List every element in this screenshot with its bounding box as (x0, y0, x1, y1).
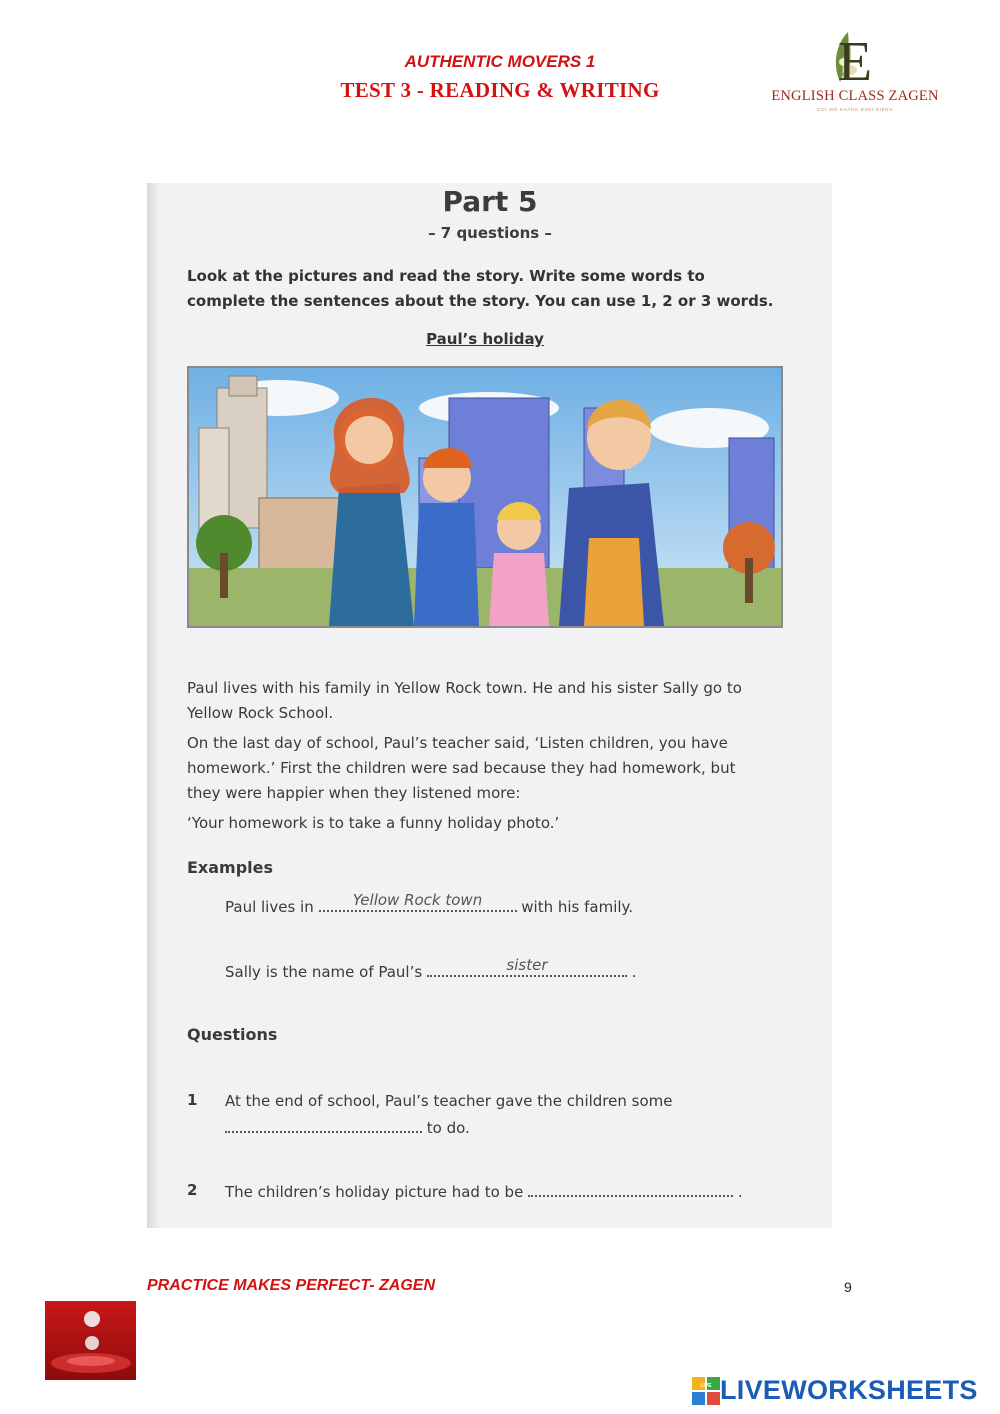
svg-text:LIVE: LIVE (700, 1382, 712, 1389)
instruction-line: Look at the pictures and read the story. Write some words to (187, 267, 705, 285)
story-line: they were happier when they listened more: (187, 784, 521, 802)
question-text: The children’s holiday picture had to be (225, 1183, 524, 1201)
story-title: Paul’s holiday (426, 330, 544, 348)
story-text (187, 676, 807, 841)
story-line: ‘Your homework is to take a funny holiday photo.’ (187, 814, 560, 832)
logo-tagline: GỢI MỞ KHÁNG ĐỊNH RIÊNG (816, 107, 894, 112)
example-text: . (631, 963, 637, 981)
question-1-text: At the end of school, Paul’s teacher gave the children some (225, 1092, 673, 1110)
story-line: Yellow Rock School. (187, 704, 334, 722)
questions-count: – 7 questions – (428, 224, 552, 242)
example-answer-field (319, 891, 517, 912)
header-subtitle: TEST 3 - READING & WRITING (340, 78, 660, 102)
question-number: 2 (187, 1181, 198, 1199)
scan-edge-shadow (147, 183, 159, 1228)
water-drop-icon (45, 1301, 136, 1380)
question-2 (225, 1181, 743, 1201)
question-1-answer-field[interactable] (225, 1117, 422, 1133)
liveworksheets-brand: LIVEWORKSHEETS (720, 1375, 978, 1405)
story-line: On the last day of school, Paul’s teacher said, ‘Listen children, you have (187, 734, 728, 752)
example-text: Paul lives in (225, 898, 314, 916)
questions-heading: Questions (187, 1025, 278, 1044)
story-paragraph (187, 676, 807, 726)
question-number: 1 (187, 1091, 198, 1109)
svg-text:E: E (837, 31, 873, 88)
instruction-line: complete the sentences about the story. You can use 1, 2 or 3 words. (187, 292, 774, 310)
liveworksheets-badge-icon (692, 1377, 720, 1405)
family-illustration (187, 366, 783, 628)
logo-leaf-icon (770, 24, 940, 88)
footer-motto: PRACTICE MAKES PERFECT- ZAGEN (147, 1277, 436, 1294)
story-line: homework.’ First the children were sad because they had homework, but (187, 759, 736, 777)
example-text: Sally is the name of Paul’s (225, 963, 423, 981)
question-1-line-2 (225, 1117, 470, 1137)
story-line: Paul lives with his family in Yellow Rock town. He and his sister Sally go to (187, 679, 742, 697)
example-text: with his family. (521, 898, 634, 916)
story-paragraph (187, 731, 807, 806)
liveworksheets-logo (692, 1375, 978, 1406)
header-title: AUTHENTIC MOVERS 1 (404, 52, 596, 71)
instructions (187, 264, 807, 314)
question-2-answer-field[interactable] (528, 1181, 733, 1197)
example-1 (225, 891, 634, 916)
question-text: . (737, 1183, 743, 1201)
question-text: to do. (426, 1119, 470, 1137)
logo-name: ENGLISH CLASS ZAGEN (771, 88, 939, 104)
example-answer: Yellow Rock town (352, 891, 483, 909)
examples-heading: Examples (187, 858, 274, 877)
story-paragraph (187, 811, 807, 836)
english-class-zagen-logo (770, 24, 940, 114)
page-number: 9 (844, 1279, 852, 1295)
part-title: Part 5 (442, 185, 538, 218)
example-answer: sister (506, 956, 548, 974)
example-answer-field (427, 956, 627, 977)
example-2 (225, 956, 637, 981)
